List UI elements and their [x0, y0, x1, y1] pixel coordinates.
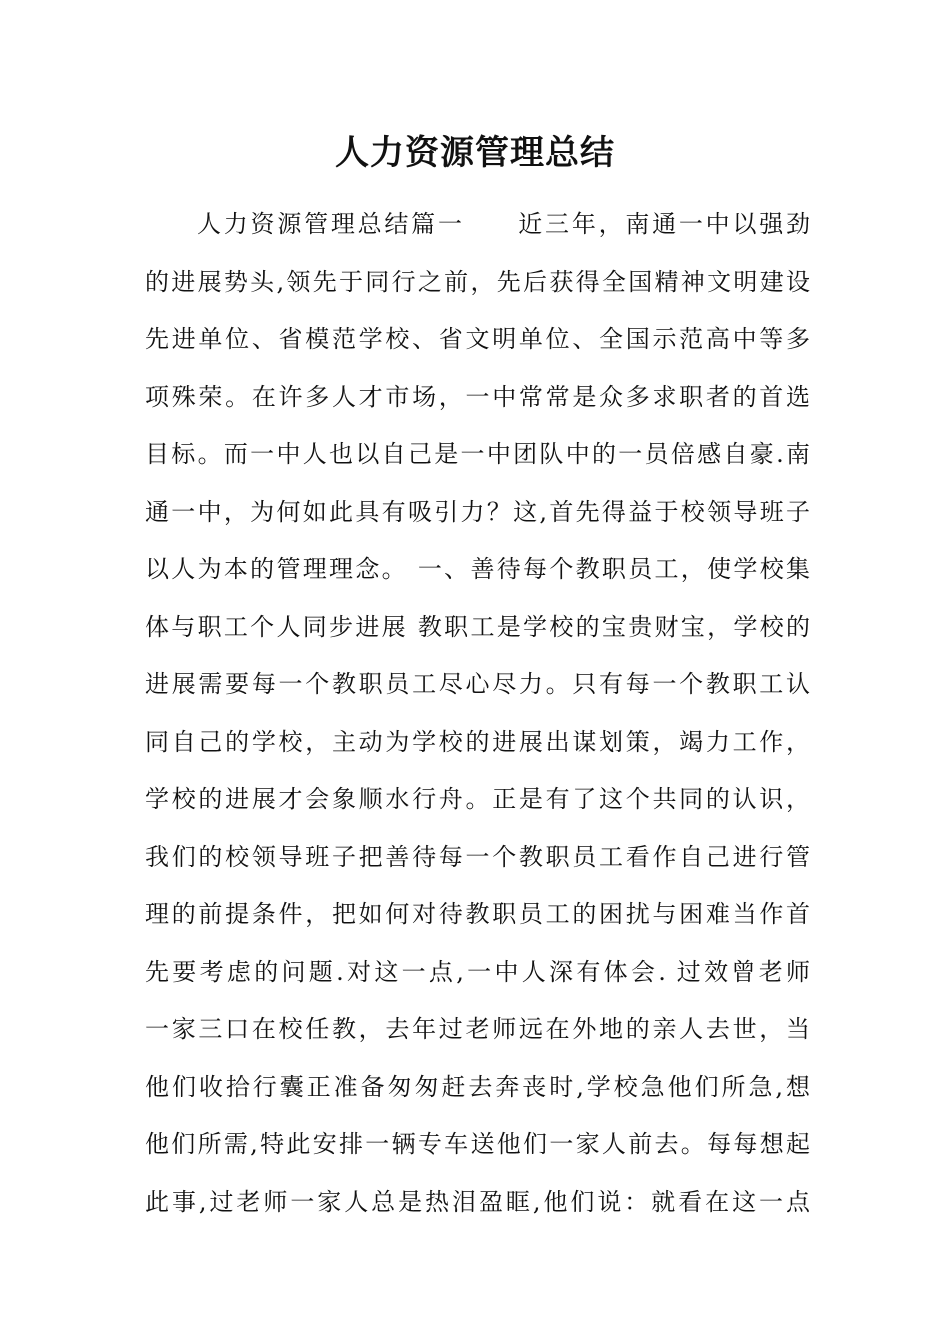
body-text-line: 人力资源管理总结篇一 近三年，南通一中以强劲	[197, 210, 810, 238]
body-text-line: 学校的进展才会象顺水行舟。正是有了这个共同的认识，	[145, 785, 810, 813]
body-text-line: 一家三口在校任教，去年过老师远在外地的亲人去世，当	[145, 1015, 810, 1043]
body-text-line: 同自己的学校，主动为学校的进展出谋划策，竭力工作，	[145, 727, 810, 756]
document-body	[145, 202, 810, 1237]
body-text-line: 先进单位、省模范学校、省文明单位、全国示范高中等多	[145, 325, 810, 353]
body-text-line: 他们所需,特此安排一辆专车送他们一家人前去。每每想起	[145, 1130, 810, 1158]
body-text-line: 目标。而一中人也以自己是一中团队中的一员倍感自豪.南	[145, 440, 810, 468]
body-text-line: 以人为本的管理理念。 一、善待每个教职员工，使学校集	[145, 555, 810, 583]
body-text-line: 通一中，为何如此具有吸引力？这,首先得益于校领导班子	[145, 497, 810, 526]
body-text-line: 先要考虑的问题.对这一点,一中人深有体会. 过效曾老师	[145, 957, 810, 986]
body-text-line: 项殊荣。在许多人才市场，一中常常是众多求职者的首选	[145, 382, 810, 411]
body-text-line: 他们收拾行囊正准备匆匆赶去奔丧时,学校急他们所急,想	[145, 1072, 810, 1101]
body-text-line: 体与职工个人同步进展 教职工是学校的宝贵财宝，学校的	[145, 612, 810, 641]
body-text-line: 此事,过老师一家人总是热泪盈眶,他们说：就看在这一点	[145, 1187, 810, 1216]
body-text-line: 我们的校领导班子把善待每一个教职员工看作自己进行管	[145, 842, 810, 871]
body-text-line: 理的前提条件，把如何对待教职员工的困扰与困难当作首	[145, 900, 810, 928]
document-title: 人力资源管理总结	[335, 133, 615, 173]
body-text-line: 进展需要每一个教职员工尽心尽力。只有每一个教职工认	[145, 670, 810, 698]
body-text-line: 的进展势头,领先于同行之前，先后获得全国精神文明建设	[145, 267, 810, 296]
